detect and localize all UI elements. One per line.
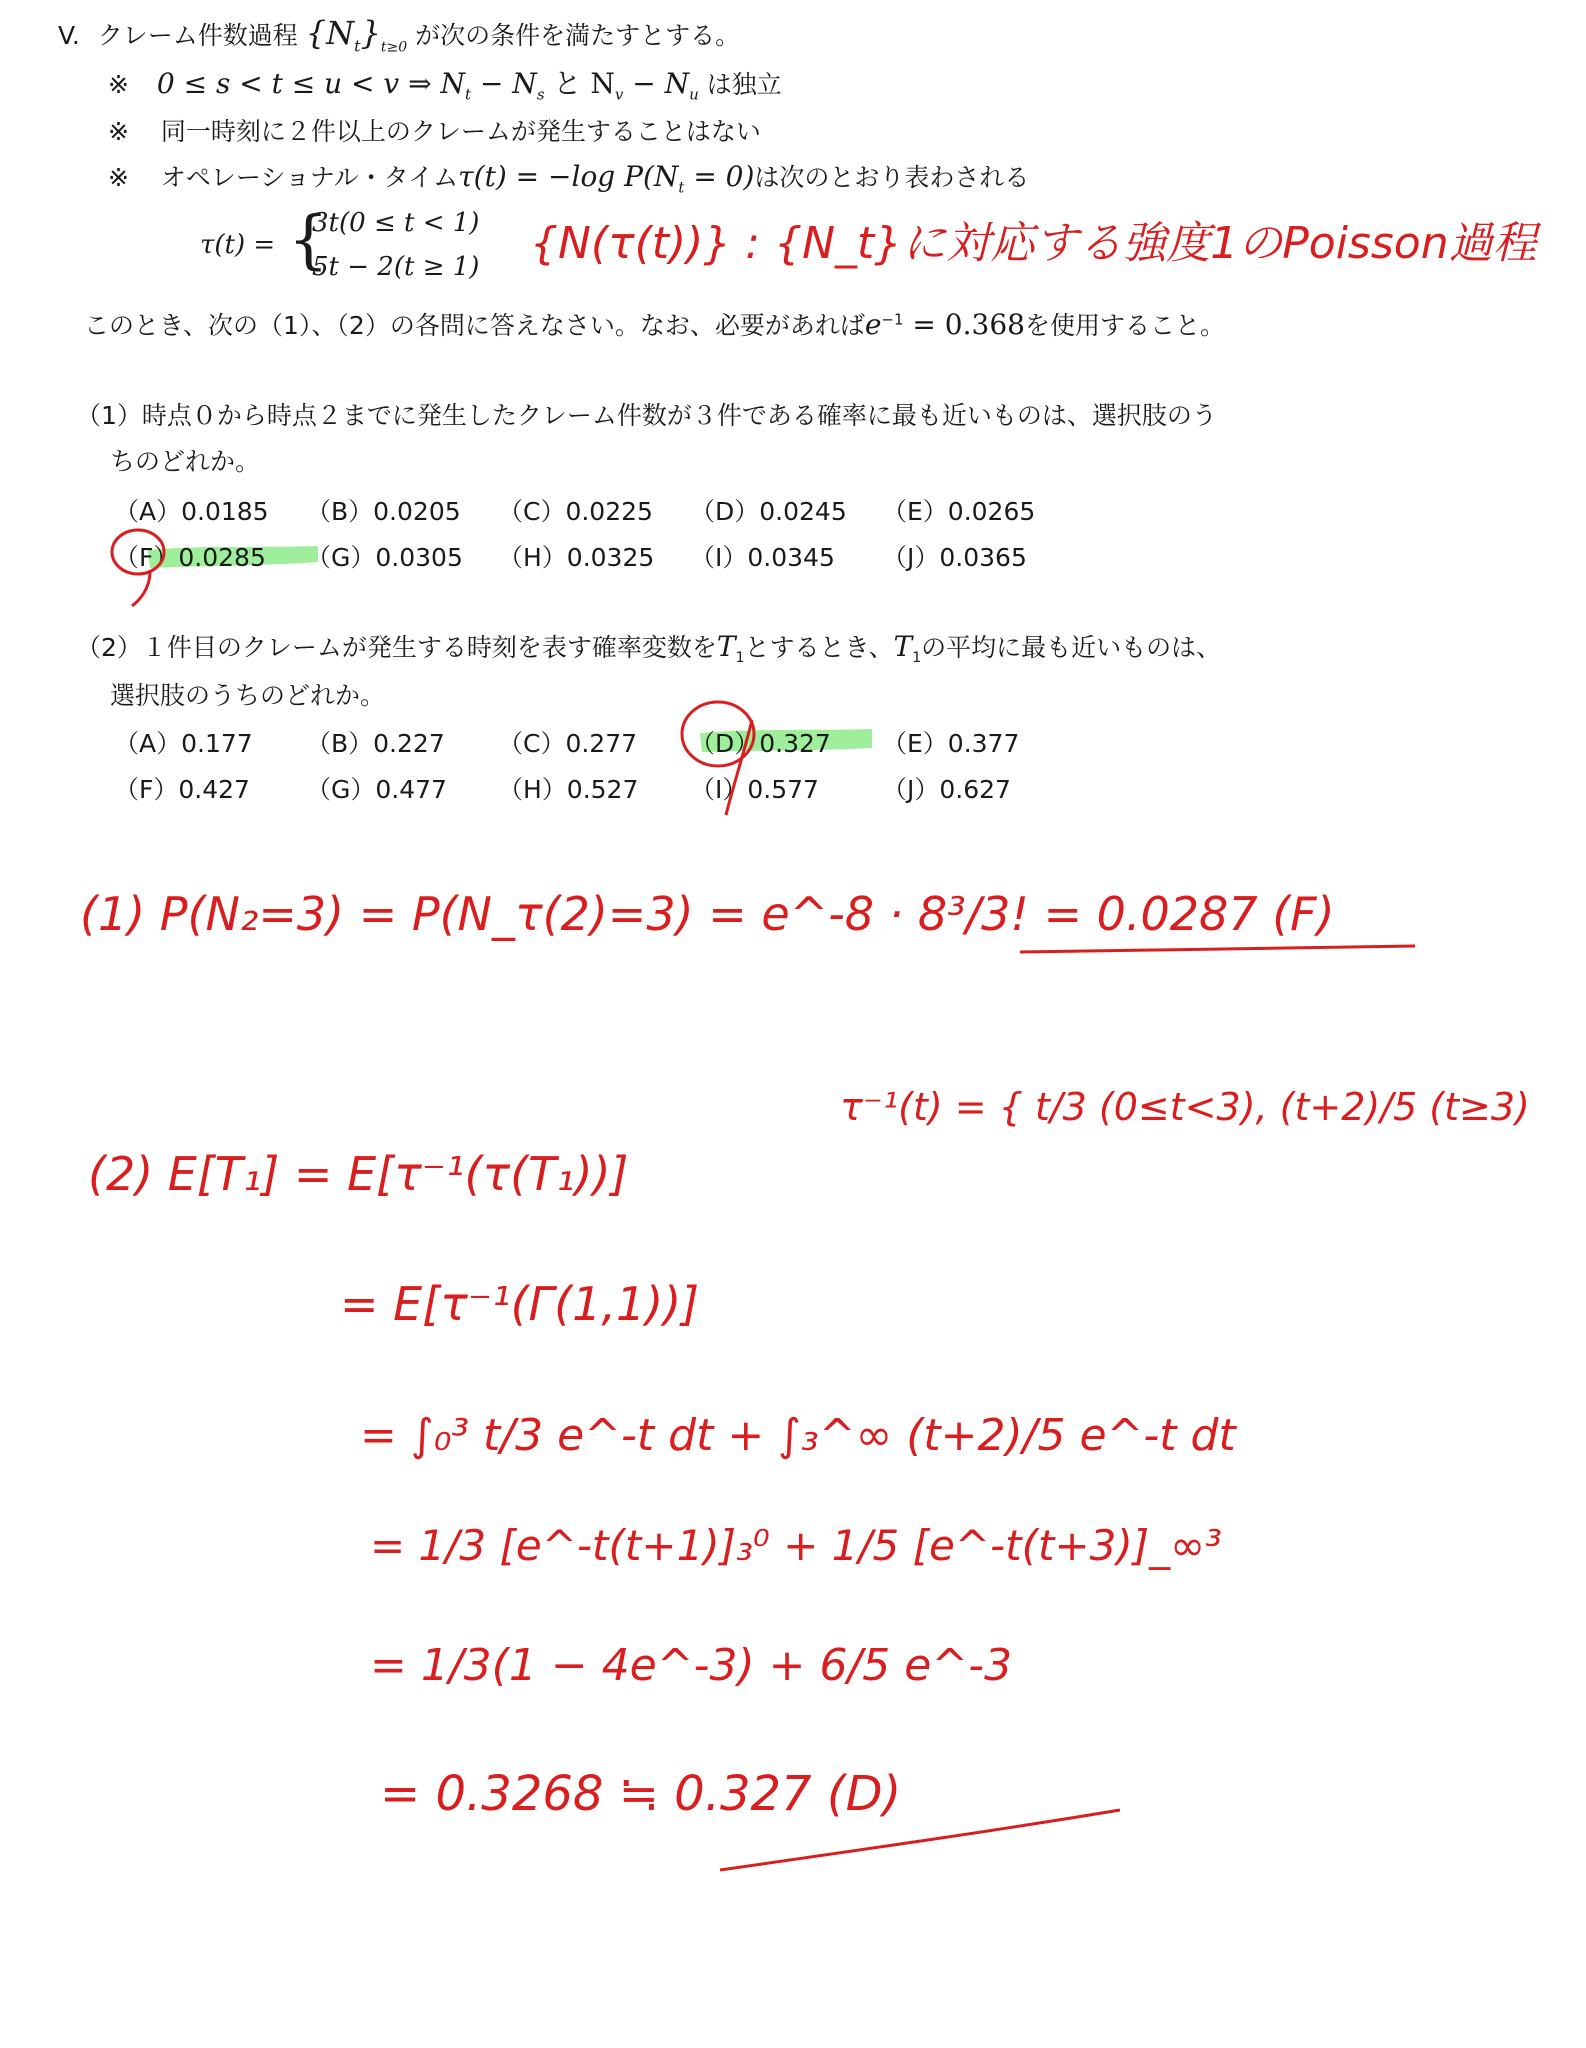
- q1-option-i[interactable]: （I）0.0345: [690, 543, 835, 572]
- hw-q1-equation: (1) P(N₂=3) = P(N_τ(2)=3) = e^-8 · 8³/3! = 0.0287 (F): [80, 887, 1335, 941]
- problem-intro: V. クレーム件数過程 $\{N_t\}_{t\ge 0}$ が次の条件を満たすとする。: [58, 14, 741, 56]
- q2-option-i[interactable]: （I）0.577: [690, 775, 819, 804]
- q2-option-d[interactable]: （D）0.327: [690, 729, 831, 758]
- q1-option-b[interactable]: （B）0.0205: [306, 497, 461, 526]
- q1-text-line2: ちのどれか。: [110, 447, 261, 476]
- q1-option-f[interactable]: （F）0.0285: [114, 543, 266, 572]
- q2-option-h[interactable]: （H）0.527: [498, 775, 639, 804]
- q2-option-j[interactable]: （J）0.627: [882, 775, 1011, 804]
- hw-q2-line6: = 0.3268 ≒ 0.327 (D): [380, 1766, 902, 1822]
- q1-option-j[interactable]: （J）0.0365: [882, 543, 1027, 572]
- hw-q2-line4: = 1/3 [e^-t(t+1)]₃⁰ + 1/5 [e^-t(t+3)]_∞³: [370, 1521, 1222, 1570]
- condition-1: ※ 0 ≤ s < t ≤ u < v ⇒ $N_t - N_s$ と $N_v - N_u$ は独立: [108, 67, 782, 104]
- condition-2: ※ 同一時刻に２件以上のクレームが発生することはない: [108, 117, 761, 146]
- hw-q2-line1: (2) E[T₁] = E[τ⁻¹(τ(T₁))]: [88, 1147, 629, 1201]
- q2-option-e[interactable]: （E）0.377: [882, 729, 1020, 758]
- q2-option-b[interactable]: （B）0.227: [306, 729, 445, 758]
- q2-text-line1: （2）１件目のクレームが発生する時刻を表す確率変数を$T_1$とするとき、$T_1$の平均に最も近いものは、: [76, 630, 1222, 666]
- q1-text-line1: （1）時点０から時点２までに発生したクレーム件数が３件である確率に最も近いものは、選択肢のう: [76, 401, 1217, 430]
- hw-q2-line5: = 1/3(1 − 4e^-3) + 6/5 e^-3: [370, 1640, 1013, 1691]
- process-symbol: $\{N_t\}_{t\ge 0}$: [305, 14, 408, 56]
- hw-q2-line3: = ∫₀³ t/3 e^-t dt + ∫₃^∞ (t+2)/5 e^-t dt: [360, 1410, 1236, 1461]
- q2-option-g[interactable]: （G）0.477: [306, 775, 447, 804]
- hw-q1-underline: [1020, 946, 1415, 952]
- q1-option-c[interactable]: （C）0.0225: [498, 497, 653, 526]
- hw-inverse-tau: τ⁻¹(t) = { t/3 (0≤t<3), (t+2)/5 (t≥3): [840, 1085, 1530, 1129]
- problem-closing: このとき、次の（1）、（2）の各問に答えなさい。なお、必要があれば$e^{-1} = 0.368$を使用すること。: [84, 308, 1225, 341]
- q1-option-e[interactable]: （E）0.0265: [882, 497, 1036, 526]
- slash-q2-d: [726, 720, 752, 815]
- hw-q2-line2: = E[τ⁻¹(Γ(1,1))]: [340, 1277, 700, 1331]
- q1-option-d[interactable]: （D）0.0245: [690, 497, 847, 526]
- circle-q1-f: [112, 530, 164, 574]
- q1-option-h[interactable]: （H）0.0325: [498, 543, 655, 572]
- problem-number: V.: [58, 21, 80, 50]
- condition-3: ※ オペレーショナル・タイムτ(t) = −log $P(N_t = 0)$は次のとおり表わされる: [108, 160, 1030, 197]
- q2-option-c[interactable]: （C）0.277: [498, 729, 638, 758]
- hw-note-top: {N(τ(t))} : {N_t}に対応する強度1のPoisson過程: [530, 218, 1537, 269]
- q2-option-f[interactable]: （F）0.427: [114, 775, 250, 804]
- q2-text-line2: 選択肢のうちのどれか。: [110, 681, 386, 710]
- q1-option-a[interactable]: （A）0.0185: [114, 497, 269, 526]
- q2-option-a[interactable]: （A）0.177: [114, 729, 253, 758]
- q1-option-g[interactable]: （G）0.0305: [306, 543, 463, 572]
- tail-q1-f: [132, 572, 150, 606]
